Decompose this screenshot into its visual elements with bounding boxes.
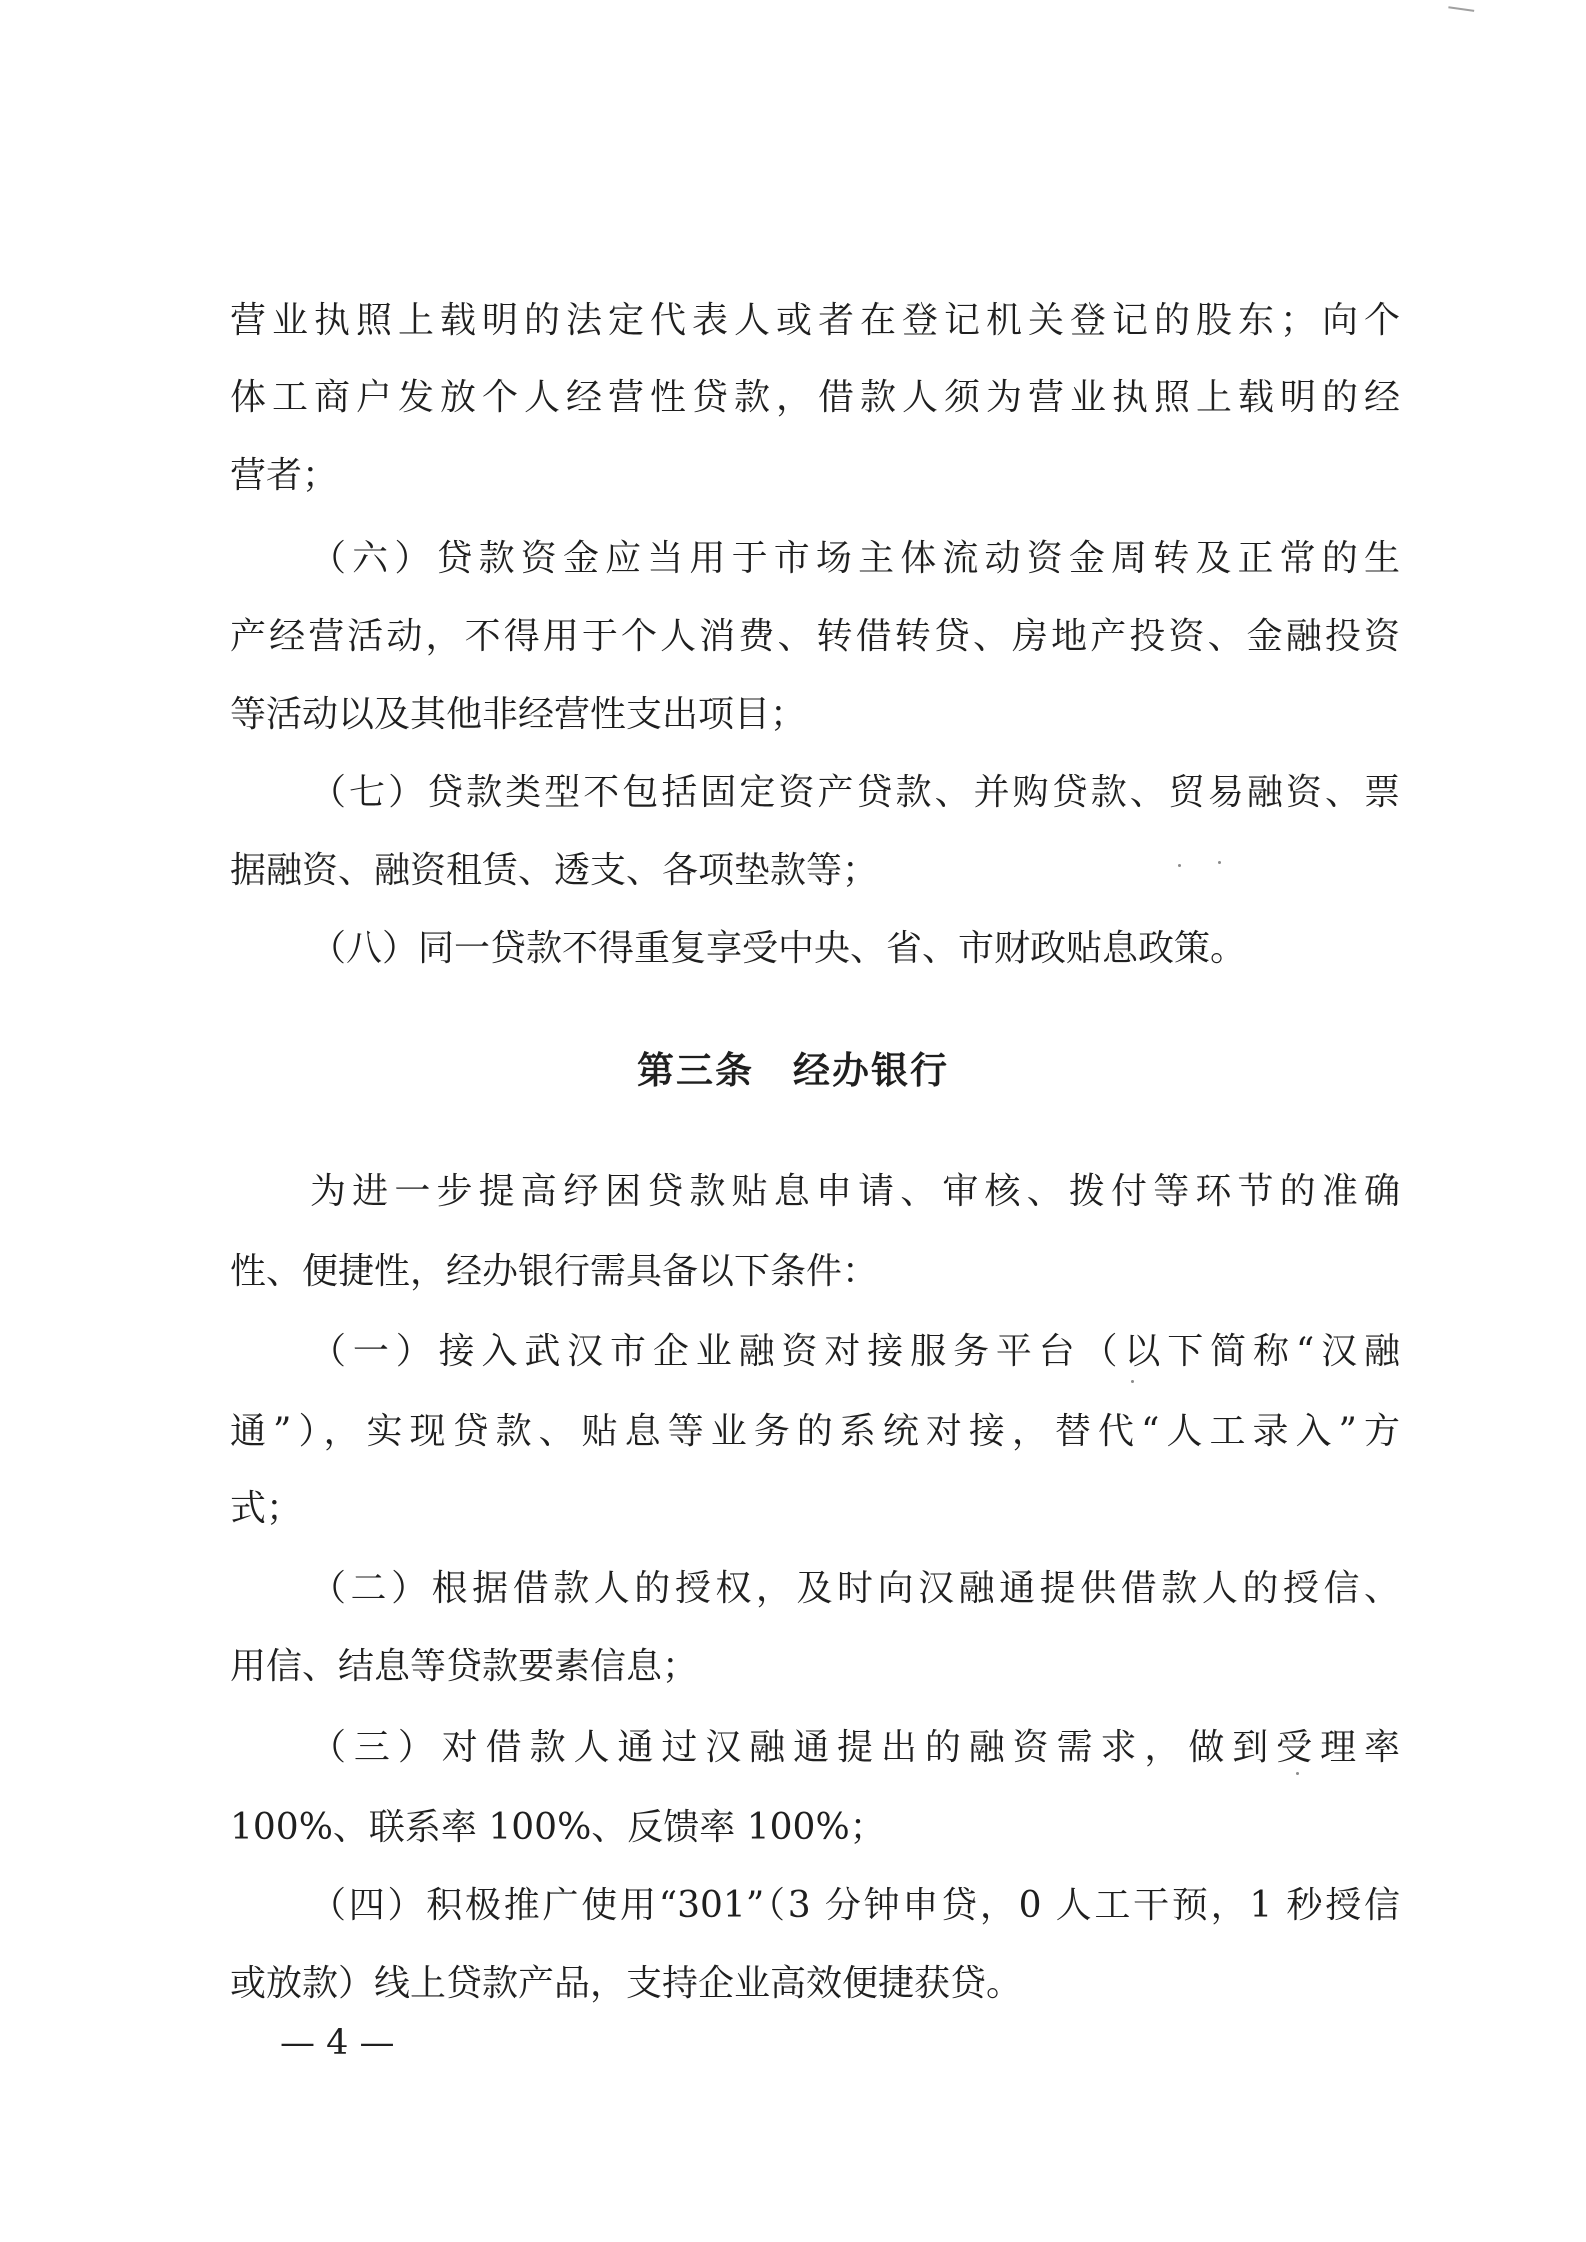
item-seven-line-2: 据融资、融资租赁、透支、各项垫款等；: [230, 850, 879, 891]
intro-line-1: 为进一步提高纾困贷款贴息申请、审核、拨付等环节的准确: [310, 1171, 1400, 1212]
scan-dot: [1178, 864, 1181, 867]
item-one-line-2: 通”），实现贷款、贴息等业务的系统对接，替代“人工录入”方: [230, 1411, 1400, 1452]
item-four-line-1: （四）积极推广使用“301”（3 分钟申贷，0 人工干预，1 秒授信: [310, 1885, 1400, 1926]
intro-line-2: 性、便捷性，经办银行需具备以下条件：: [230, 1251, 879, 1292]
body-line-3: 营者；: [230, 455, 339, 496]
scan-dot: [1218, 861, 1221, 864]
scan-dot: [1296, 1772, 1299, 1775]
item-six-line-3: 等活动以及其他非经营性支出项目；: [230, 694, 807, 735]
item-four-line-2: 或放款）线上贷款产品，支持企业高效便捷获贷。: [230, 1963, 1023, 2004]
scan-dot: [1131, 1380, 1134, 1383]
item-seven-line-1: （七）贷款类型不包括固定资产贷款、并购贷款、贸易融资、票: [310, 772, 1400, 813]
item-six-line-2: 产经营活动，不得用于个人消费、转借转贷、房地产投资、金融投资: [230, 616, 1400, 657]
item-three-line-2: 100%、联系率 100%、反馈率 100%；: [230, 1807, 886, 1848]
article-three-heading: 第三条 经办银行: [637, 1049, 949, 1092]
item-two-line-1: （二）根据借款人的授权，及时向汉融通提供借款人的授信、: [310, 1568, 1400, 1609]
body-line-1: 营业执照上载明的法定代表人或者在登记机关登记的股东；向个: [230, 300, 1400, 341]
item-two-line-2: 用信、结息等贷款要素信息；: [230, 1646, 699, 1687]
item-one-line-1: （一）接入武汉市企业融资对接服务平台（以下简称“汉融: [310, 1331, 1400, 1372]
item-three-line-1: （三）对借款人通过汉融通提出的融资需求，做到受理率: [310, 1727, 1400, 1768]
item-one-line-3: 式；: [230, 1488, 303, 1529]
item-eight-line-1: （八）同一贷款不得重复享受中央、省、市财政贴息政策。: [310, 928, 1247, 969]
page-number: — 4 —: [280, 2023, 395, 2063]
scan-corner-mark: [1448, 6, 1475, 16]
body-line-2: 体工商户发放个人经营性贷款，借款人须为营业执照上载明的经: [230, 377, 1400, 418]
item-six-line-1: （六）贷款资金应当用于市场主体流动资金周转及正常的生: [310, 538, 1400, 579]
